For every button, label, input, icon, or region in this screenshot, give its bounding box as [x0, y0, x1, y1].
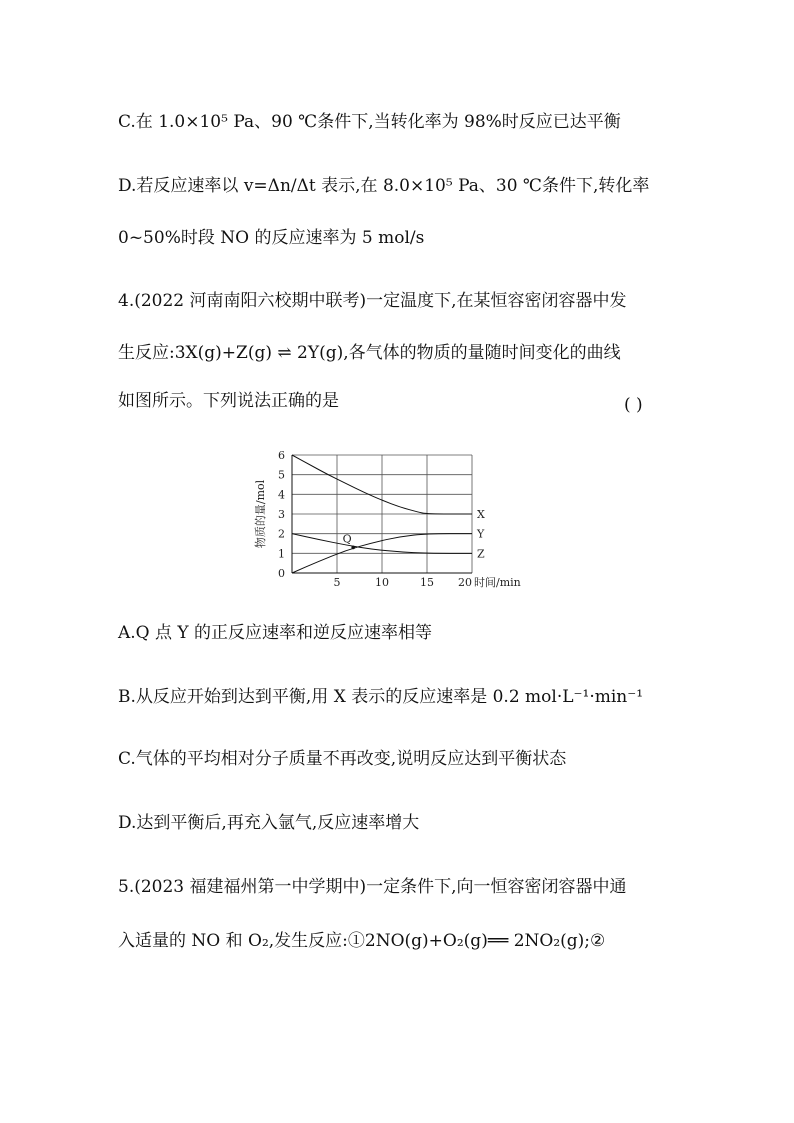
y-tick-label: 1	[278, 547, 285, 561]
y-tick-label: 5	[278, 468, 285, 482]
chart-labels	[278, 449, 485, 589]
amount-vs-time-chart	[252, 440, 552, 590]
question-4-stem: 4.(2022 河南南阳六校期中联考)一定温度下,在某恒容密闭容器中发	[118, 291, 627, 311]
question-5-stem: 5.(2023 福建福州第一中学期中)一定条件下,向一恒容密闭容器中通	[118, 877, 627, 897]
y-tick-label: 4	[278, 488, 285, 502]
answer-parentheses: ( )	[624, 395, 643, 415]
question-4-stem-3: 如图所示。下列说法正确的是	[118, 391, 339, 411]
x-tick-label: 15	[420, 576, 434, 589]
option-3c: C.在 1.0×10⁵ Pa、90 ℃条件下,当转化率为 98%时反应已达平衡	[118, 112, 621, 132]
x-tick-label: 10	[375, 576, 389, 589]
option-3d-continued: 0~50%时段 NO 的反应速率为 5 mol/s	[118, 228, 425, 248]
y-tick-label: 6	[278, 449, 285, 462]
point-q	[351, 546, 355, 550]
y-tick-label: 2	[278, 527, 285, 541]
option-4d: D.达到平衡后,再充入氩气,反应速率增大	[118, 813, 420, 833]
series-x-label: X	[477, 508, 485, 521]
y-axis-label: 物质的量/mol	[254, 479, 267, 549]
y-tick-label: 0	[278, 567, 285, 580]
option-4c: C.气体的平均相对分子质量不再改变,说明反应达到平衡状态	[118, 749, 567, 769]
x-tick-label: 5	[333, 576, 341, 589]
question-4-stem-2: 生反应:3X(g)+Z(g) ⇌ 2Y(g),各气体的物质的量随时间变化的曲线	[118, 343, 621, 363]
series-z-label: Z	[477, 547, 485, 561]
point-q-label: Q	[342, 532, 352, 546]
question-5-stem-2: 入适量的 NO 和 O₂,发生反应:①2NO(g)+O₂(g)══ 2NO₂(g);②	[118, 931, 606, 951]
y-tick-label: 3	[278, 508, 285, 521]
option-4b: B.从反应开始到达到平衡,用 X 表示的反应速率是 0.2 mol·L⁻¹·min⁻¹	[118, 687, 644, 707]
option-3d: D.若反应速率以 v=Δn/Δt 表示,在 8.0×10⁵ Pa、30 ℃条件下,转化率	[118, 176, 650, 196]
series-y-label: Y	[477, 527, 485, 541]
option-4a: A.Q 点 Y 的正反应速率和逆反应速率相等	[118, 623, 433, 643]
x-axis-label: 时间/min	[474, 576, 521, 589]
x-tick-label: 20	[458, 576, 472, 589]
